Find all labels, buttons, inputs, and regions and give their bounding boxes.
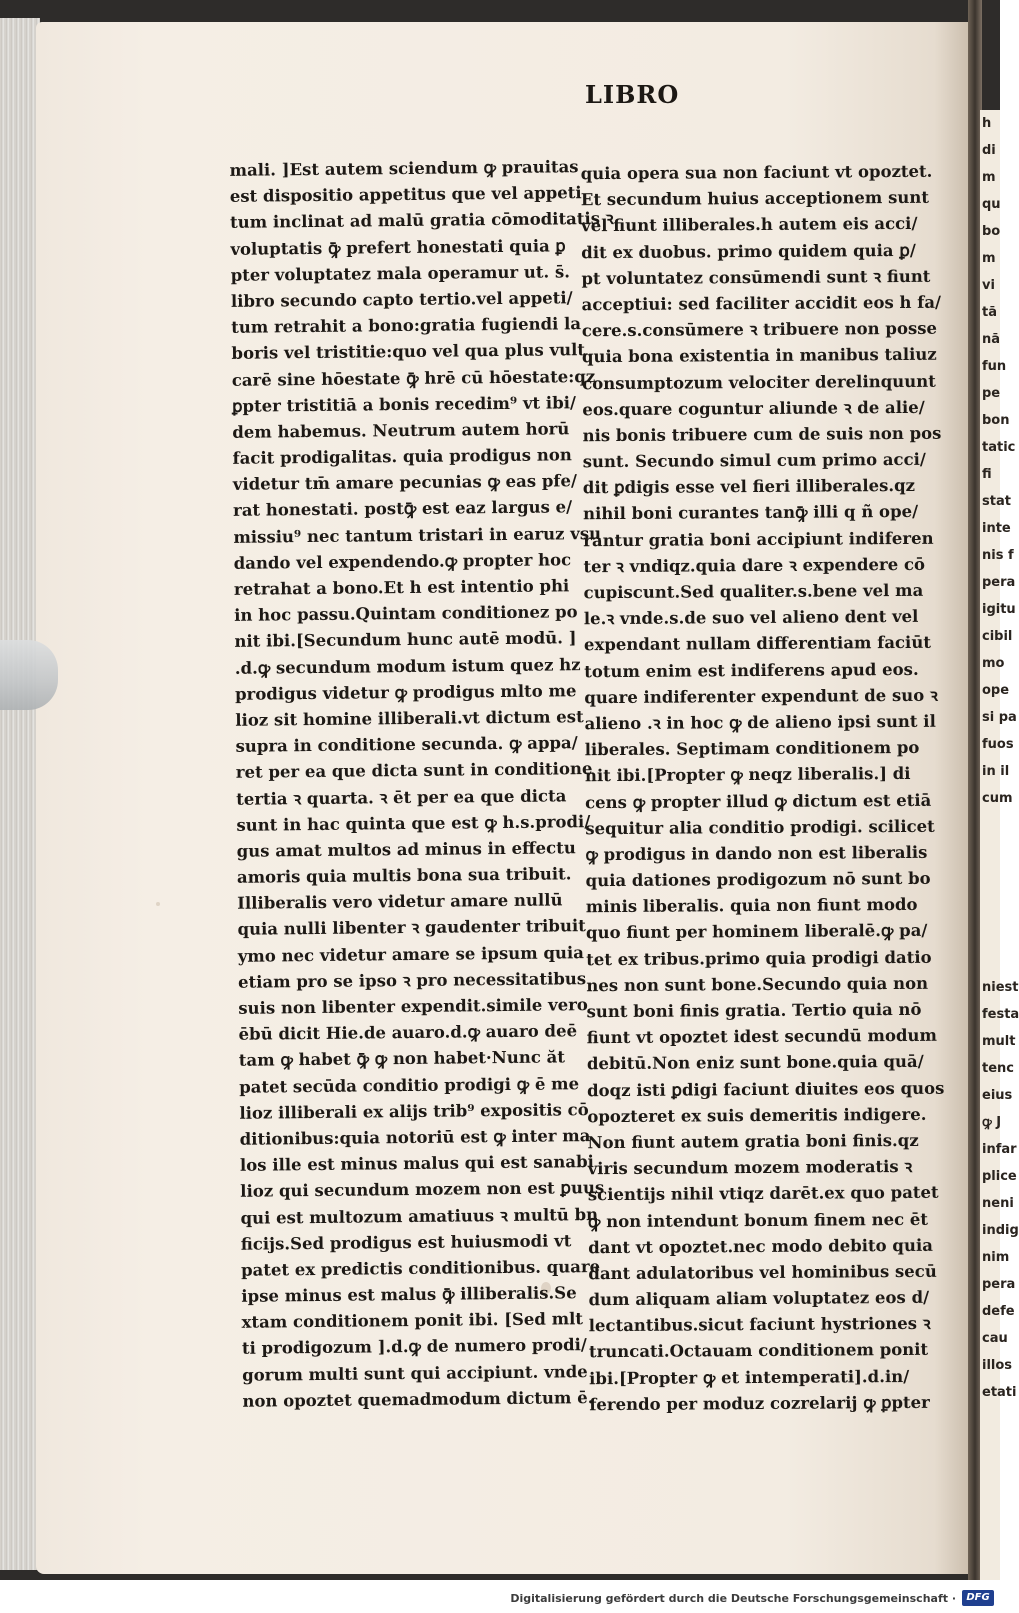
text-line: gus amat multos ad minus in effectu <box>236 838 576 861</box>
text-line: quia bona existentia in manibus taliuz <box>581 345 937 367</box>
text-line: lioz illiberali ex alijs trib⁹ expositis cō <box>239 1099 589 1123</box>
text-line: debitū.Non eniz sunt bone.quia quā/ <box>586 1052 924 1074</box>
facing-page-fragment: pera <box>982 575 1016 590</box>
text-line: dit ꝑdigis esse vel fieri illiberales.qz <box>582 476 916 498</box>
text-line: alieno .ꝛ in hoc ꝙ de alieno ipsi sunt il <box>584 711 936 734</box>
facing-page-fragment: festa <box>982 1007 1019 1022</box>
text-line: scientijs nihil vtiqz darēt.ex quo patet <box>587 1183 939 1205</box>
facing-page-fragment: indig <box>982 1223 1019 1238</box>
facing-page-fragment: ope <box>982 683 1010 698</box>
facing-page-fragment <box>982 866 1000 893</box>
text-line: cupiscunt.Sed qualiter.s.bene vel ma <box>583 580 924 603</box>
text-line: tet ex tribus.primo quia prodigi datio <box>586 947 932 969</box>
text-line: cens ꝙ propter illud ꝙ dictum est etiā <box>585 790 932 812</box>
text-line: dant vt opoztet.nec modo debito quia <box>588 1235 933 1257</box>
text-line: doqz isti ꝑdigi faciunt diuites eos quos <box>587 1078 945 1100</box>
text-line: quo fiunt per hominem liberalē.ꝙ pa/ <box>585 921 928 943</box>
text-line: eos.quare coguntur aliunde ꝛ de alie/ <box>582 397 925 419</box>
facing-page-fragment: stat <box>982 494 1011 509</box>
text-line: dit ex duobus. primo quidem quia ꝑ/ <box>581 240 916 262</box>
dfg-logo[interactable]: DFG <box>962 1590 994 1606</box>
paper-stain <box>156 902 160 906</box>
text-line: lectantibus.sicut faciunt hystriones ꝛ <box>588 1314 931 1336</box>
text-line: acceptiui: sed faciliter accidit eos h fa/ <box>581 292 942 315</box>
text-line: sunt. Secundo simul cum primo acci/ <box>582 449 926 472</box>
facing-page-fragment: etati <box>982 1385 1017 1400</box>
text-line: fiunt vt opoztet idest secundū modum <box>586 1025 938 1048</box>
facing-page-fragment: bo <box>982 224 1001 239</box>
text-line: nis bonis tribuere cum de suis non pos <box>582 423 942 446</box>
facing-page-fragment: illos <box>982 1358 1013 1373</box>
text-line: opozteret ex suis demeritis indigere. <box>587 1104 927 1126</box>
text-line: dando vel expendendo.ꝙ propter hoc <box>233 550 572 573</box>
text-line: ipse minus est malus ꝙ̄ illiberalis.Se <box>241 1283 577 1306</box>
text-line: sequitur alia conditio prodigi. scilicet <box>585 816 935 838</box>
text-line: Non fiunt autem gratia boni finis.qz <box>587 1130 919 1153</box>
text-line: quare indiferenter expendunt de suo ꝛ <box>584 685 938 707</box>
facing-page-fragment: vi <box>982 278 995 293</box>
text-line: Et secundum huius acceptionem sunt <box>580 187 930 210</box>
text-line: non opoztet quemadmodum dictum ē. <box>242 1387 594 1411</box>
text-line: dum aliquam aliam voluptatez eos d/ <box>588 1287 930 1310</box>
facing-page-fragment: m <box>982 170 996 185</box>
footer-bar <box>0 1586 1000 1613</box>
text-line: nes non sunt bone.Secundo quia non <box>586 973 929 996</box>
text-line: ibi.[Propter ꝙ et intemperati].d.in/ <box>589 1366 910 1388</box>
facing-page-fragment: nim <box>982 1250 1010 1265</box>
running-header: LIBRO <box>585 80 680 109</box>
text-line: viris secundum mozem moderatis ꝛ <box>587 1157 913 1179</box>
facing-page-fragment: tatic <box>982 440 1016 455</box>
text-line: in hoc passu.Quintam conditionez po <box>234 602 578 626</box>
text-line: est dispositio appetitus que vel appeti <box>229 183 582 207</box>
facing-page-fragment: tenc <box>982 1061 1014 1076</box>
facing-page-fragment: mult <box>982 1034 1016 1049</box>
text-line: ferendo per moduz cozrelarij ꝙ ꝑpter <box>589 1392 930 1415</box>
text-line: tum inclinat ad malū gratia cōmoditatis ꝛ <box>230 209 614 233</box>
text-line: patet ex predictis conditionibus. quare <box>240 1256 601 1280</box>
facing-page-fragment: tā <box>982 305 997 320</box>
text-line: expendant nullam differentiam faciūt <box>583 633 931 655</box>
text-line: ret per ea que dicta sunt in conditione <box>235 759 593 783</box>
text-line: consumptozum velociter derelinquunt <box>582 371 936 393</box>
facing-page-fragment: pera <box>982 1277 1016 1292</box>
text-line: tertia ꝛ quarta. ꝛ ēt per ea que dicta <box>236 785 567 809</box>
page-block-edges <box>0 18 40 1570</box>
facing-page-fragment: pe <box>982 386 1001 401</box>
text-line: xtam conditionem ponit ibi. [Sed mlt <box>241 1309 584 1333</box>
text-line: prodigus videtur ꝙ prodigus mlto me <box>234 680 577 704</box>
facing-page-fragment <box>982 920 1000 947</box>
text-line: truncati.Octauam conditionem ponit <box>588 1340 929 1362</box>
text-line: quia opera sua non faciunt vt opoztet. <box>580 161 933 184</box>
facing-page-fragment: fuos <box>982 737 1014 752</box>
text-line: lioz qui secundum mozem non est ꝑuus <box>240 1178 605 1202</box>
text-line: ficijs.Sed prodigus est huiusmodi vt <box>240 1231 572 1254</box>
facing-page-fragment: niest <box>982 980 1019 995</box>
text-line: .d.ꝙ secundum modum istum quez hz <box>234 654 581 678</box>
text-line: ditionibus:quia notoriū est ꝙ inter ma <box>239 1126 591 1149</box>
text-line: libro secundo capto tertio.vel appeti/ <box>230 288 573 311</box>
facing-page-edge <box>980 110 1019 1580</box>
text-line: ter ꝛ vndiqz.quia dare ꝛ expendere cō <box>583 554 926 577</box>
facing-page-fragment: bon <box>982 413 1010 428</box>
text-line: liberales. Septimam conditionem po <box>584 737 920 760</box>
text-line: nit ibi.[Secundum hunc autē modū. ] <box>234 628 577 652</box>
facing-page-fragment: h <box>982 116 992 131</box>
text-line: pter voluptatez mala operamur ut. s̄. <box>230 262 571 285</box>
text-line: dem habemus. Neutrum autem horū <box>232 419 570 442</box>
facing-page-fragment: igitu <box>982 602 1016 617</box>
facing-page-fragment: defe <box>982 1304 1015 1319</box>
facing-page-fragment: eius <box>982 1088 1013 1103</box>
facing-page-fragment: infar <box>982 1142 1017 1157</box>
text-line: minis liberalis. quia non fiunt modo <box>585 895 918 917</box>
text-line: facit prodigalitas. quia prodigus non <box>232 445 572 468</box>
text-line: ymo nec videtur amare se ipsum quia <box>237 942 584 966</box>
facing-page-fragment: fun <box>982 359 1007 374</box>
facing-page-fragment <box>982 893 1000 920</box>
text-line: carē sine hōestate ꝙ̄ hrē cū hōestate:qz <box>231 366 596 390</box>
text-line: quia dationes prodigozum nō sunt bo <box>585 868 931 891</box>
facing-page-fragment: m <box>982 251 996 266</box>
text-line: amoris quia multis bona sua tribuit. <box>236 864 572 887</box>
facing-page-fragment: cibil <box>982 629 1013 644</box>
text-line: ꝙ non intendunt bonum finem nec ēt <box>587 1209 929 1231</box>
facing-page-fragment: inte <box>982 521 1011 536</box>
text-line: tum retrahit a bono:gratia fugiendi la <box>231 314 582 337</box>
text-line: nit ibi.[Propter ꝙ neqz liberalis.] di <box>584 764 911 786</box>
text-line: ti prodigozum ].d.ꝙ de numero prodi/ <box>241 1335 587 1359</box>
text-line: retrahat a bono.Et h est intentio phi <box>233 576 570 599</box>
text-line: totum enim est indiferens apud eos. <box>584 659 919 681</box>
text-line: missiu⁹ nec tantum tristari in earuz vsu <box>233 523 602 547</box>
facing-page-fragment <box>982 839 1000 866</box>
text-line: boris vel tristitie:quo vel qua plus vult <box>231 340 586 364</box>
facing-page-fragment: si pa <box>982 710 1017 725</box>
text-line: etiam pro se ipso ꝛ pro necessitatibus <box>237 968 587 992</box>
text-line: tam ꝙ habet ꝙ̄ ꝙ non habet·Nunc ăt <box>238 1047 565 1071</box>
text-line: sunt in hac quinta que est ꝙ h.s.prodi/ <box>236 811 591 835</box>
text-line: rat honestati. postꝙ̄ est eaz largus e/ <box>233 497 573 521</box>
text-line: le.ꝛ vnde.s.de suo vel alieno dent vel <box>583 607 919 629</box>
facing-page-fragment: nā <box>982 332 1001 347</box>
text-line: dant adulatoribus vel hominibus secū <box>588 1261 937 1284</box>
footer-credit: Digitalisierung gefördert durch die Deutsche Forschungsgemeinschaft · <box>510 1592 956 1605</box>
facing-page-fragment: ꝙ J <box>982 1115 1002 1130</box>
text-line: nihil boni curantes tanꝙ̄ illi q ñ ope/ <box>583 502 919 524</box>
facing-page-fragment: plice <box>982 1169 1017 1184</box>
text-line: voluptatis ꝙ̄ prefert honestati quia ꝑ <box>230 235 566 259</box>
text-line: qui est multozum amatiuus ꝛ multū bn <box>240 1204 599 1228</box>
text-line: ꝙ prodigus in dando non est liberalis <box>585 842 928 865</box>
text-line: sunt boni finis gratia. Tertio quia nō <box>586 999 922 1022</box>
text-line: vel fiunt illiberales.h autem eis acci/ <box>581 214 918 236</box>
facing-page-text <box>980 110 1019 1406</box>
facing-page-fragment <box>982 812 1000 839</box>
text-line: los ille est minus malus qui est sanabi <box>239 1152 594 1175</box>
text-line: rantur gratia boni accipiunt indiferen <box>583 528 934 550</box>
text-line: cere.s.consūmere ꝛ tribuere non posse <box>581 318 938 341</box>
text-line: ēbū dicit Hie.de auaro.d.ꝙ auaro deē <box>238 1021 578 1044</box>
facing-page-fragment: in il <box>982 764 1010 779</box>
page-clip <box>0 640 58 710</box>
right-text-column <box>580 159 945 1418</box>
text-line: suis non libenter expendit.simile vero <box>238 995 588 1018</box>
facing-page-fragment <box>982 947 1000 974</box>
facing-page-fragment: fi <box>982 467 992 482</box>
text-line: patet secūda conditio prodigi ꝙ ē me <box>239 1073 580 1097</box>
text-line: videtur tm̄ amare pecunias ꝙ eas pfe/ <box>232 471 578 495</box>
text-line: ꝑpter tristitiā a bonis recedim⁹ vt ibi/ <box>231 392 577 416</box>
facing-page-fragment: cum <box>982 791 1013 806</box>
facing-page-fragment: qu <box>982 197 1001 212</box>
text-line: supra in conditione secunda. ꝙ appa/ <box>235 733 578 756</box>
text-line: lioz sit homine illiberali.vt dictum est <box>235 707 584 730</box>
facing-page-fragment: neni <box>982 1196 1014 1211</box>
text-line: Illiberalis vero videtur amare nullū <box>237 890 563 914</box>
text-line: quia nulli libenter ꝛ gaudenter tribuit <box>237 916 586 940</box>
facing-page-fragment: mo <box>982 656 1005 671</box>
facing-page-fragment: cau <box>982 1331 1008 1346</box>
text-line: gorum multi sunt qui accipiunt. vnde <box>242 1361 588 1385</box>
text-line: pt voluntatez consūmendi sunt ꝛ fiunt <box>581 266 931 288</box>
facing-page-fragment: nis f <box>982 548 1014 563</box>
text-line: mali. ]Est autem sciendum ꝙ prauitas <box>229 157 579 180</box>
left-text-column <box>229 154 614 1415</box>
facing-page-fragment: di <box>982 143 996 158</box>
